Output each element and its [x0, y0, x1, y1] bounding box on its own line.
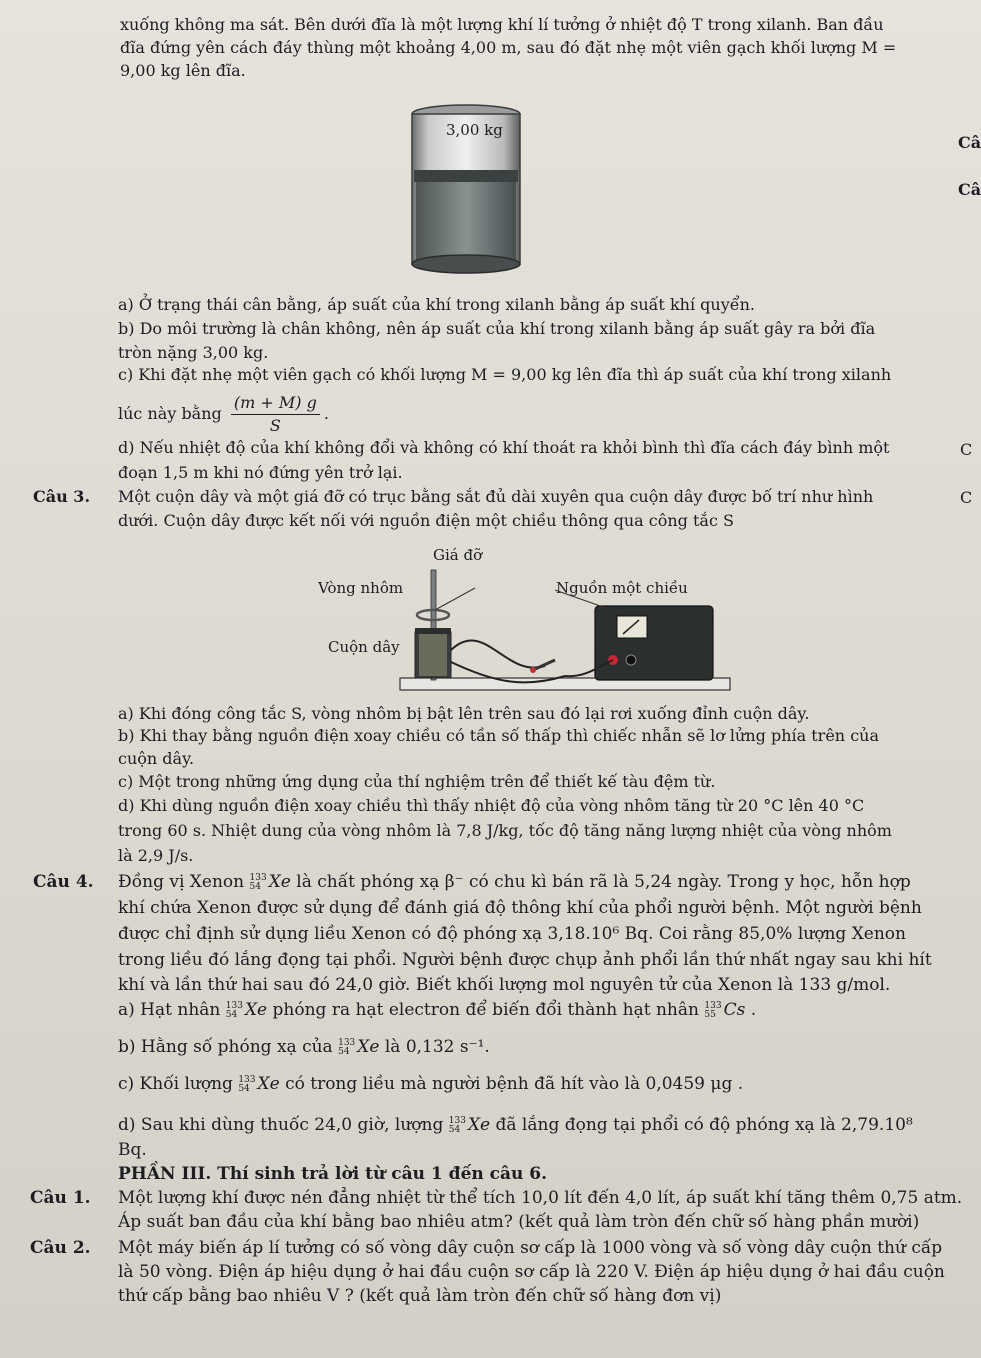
intro-line-2: đĩa đứng yên cách đáy thùng một khoảng 4,00 m, sau đó đặt nhẹ một viên gạch khối lượng M = [120, 38, 897, 57]
q3-statement-b-line1: b) Khi thay bằng nguồn điện xoay chiều có tần số thấp thì chiếc nhẫn sẽ lơ lửng phía trên của [118, 726, 879, 745]
atomic-number: 54 [225, 1009, 238, 1020]
element-symbol: Xe [357, 1037, 380, 1057]
mass-number: 133 [249, 872, 267, 883]
element-symbol: Xe [467, 1115, 491, 1135]
part3-q2-label: Câu 2. [30, 1238, 91, 1258]
part3-q1-label: Câu 1. [30, 1188, 91, 1208]
q4-line3: được chỉ định sử dụng liều Xenon có độ phóng xạ 3,18.10⁶ Bq. Coi rằng 85,0% lượng Xenon [118, 924, 906, 944]
q4-l1-suffix: là chất phóng xạ β⁻ có chu kì bán rã là 5,24 ngày. Trong y học, hỗn hợp [296, 872, 911, 892]
cs-atomic-number: 55 [704, 1009, 716, 1020]
part3-q2-line3: thứ cấp bằng bao nhiêu V ? (kết quả làm tròn đến chữ số hàng đơn vị) [118, 1286, 722, 1306]
atomic-number: 54 [238, 1083, 250, 1094]
q4-line4: trong liều đó lắng đọng tại phổi. Người bệnh được chụp ảnh phổi lần thứ nhất ngay sau khi hít [118, 950, 932, 970]
side-label-2: Câ [958, 180, 981, 199]
q4-d-prefix: d) Sau khi dùng thuốc 24,0 giờ, lượng [118, 1115, 444, 1135]
q3-statement-d-line3: là 2,9 J/s. [118, 846, 194, 865]
cs-symbol: Cs [723, 1000, 746, 1020]
mass-number: 133 [338, 1037, 356, 1048]
formula-fraction [231, 392, 320, 437]
atomic-number: 54 [338, 1046, 350, 1057]
mass-number: 133 [238, 1074, 256, 1085]
q2-statement-d-line2: đoạn 1,5 m khi nó đứng yên trở lại. [118, 463, 403, 482]
fraction-numerator: (m + M) g [231, 392, 320, 415]
q3-statement-b-line2: cuộn dây. [118, 749, 195, 768]
fraction-denominator: S [269, 416, 281, 435]
q4-statement-a: a) Hạt nhân 133 54 Xe phóng ra hạt electron để biến đổi thành hạt nhân 133 55 Cs . [118, 1000, 757, 1020]
q4-line1 [118, 872, 911, 893]
q4-label: Câu 4. [33, 872, 94, 892]
mass-number: 133 [448, 1115, 466, 1126]
q2-statement-d-line1: d) Nếu nhiệt độ của khí không đổi và không có khí thoát ra khỏi bình thì đĩa cách đáy bình một [118, 438, 890, 457]
element-symbol: Xe [268, 872, 291, 892]
mass-number: 133 [225, 1000, 243, 1011]
q4-line2: khí chứa Xenon được sử dụng để đánh giá độ thông khí của phổi người bệnh. Một người bệnh [118, 898, 922, 918]
support-label: Giá đỡ [433, 546, 483, 564]
q4-a-prefix: a) Hạt nhân [118, 1000, 221, 1020]
q2-statement-b-line2: tròn nặng 3,00 kg. [118, 343, 269, 362]
atomic-number: 54 [249, 881, 261, 892]
q4-b-suffix: là 0,132 s⁻¹. [384, 1037, 490, 1057]
q3-statement-d-line1: d) Khi dùng nguồn điện xoay chiều thì thấy nhiệt độ của vòng nhôm tăng từ 20 °C lên 40 °C [118, 796, 865, 815]
q4-statement-c [118, 1074, 743, 1095]
q4-b-prefix: b) Hằng số phóng xạ của [118, 1037, 333, 1057]
q2-statement-a: a) Ở trạng thái cân bằng, áp suất của khí trong xilanh bằng áp suất khí quyển. [118, 295, 755, 314]
element-symbol: Xe [257, 1074, 280, 1094]
cs-mass-number: 133 [704, 1000, 722, 1011]
coil-label: Cuộn dây [328, 638, 400, 656]
q3-statement-d-line2: trong 60 s. Nhiệt dung của vòng nhôm là 7,8 J/kg, tốc độ tăng năng lượng nhiệt của vòng nhôm [118, 821, 892, 840]
q4-c-prefix: c) Khối lượng [118, 1074, 233, 1094]
q2-c-prefix: lúc này bằng [118, 404, 222, 423]
q4-c-suffix: có trong liều mà người bệnh đã hít vào là 0,0459 μg . [285, 1074, 744, 1094]
part3-heading: PHẦN III. Thí sinh trả lời từ câu 1 đến câu 6. [118, 1164, 548, 1184]
part3-q2-line1: Một máy biến áp lí tưởng có số vòng dây cuộn sơ cấp là 1000 vòng và số vòng dây cuộn thứ cấp [118, 1238, 943, 1258]
power-source-label: Nguồn một chiều [556, 579, 688, 597]
side-label-4: C [960, 488, 973, 507]
xe-isotope-notation [449, 1117, 466, 1135]
cs-isotope-notation [704, 1002, 721, 1020]
q3-statement-c: c) Một trong những ứng dụng của thí nghiệm trên để thiết kế tàu đệm từ. [118, 772, 716, 791]
side-label-1: Câ [958, 133, 981, 152]
part3-q2-line2: là 50 vòng. Điện áp hiệu dụng ở hai đầu cuộn sơ cấp là 220 V. Điện áp hiệu dụng ở hai đầu cuộn [118, 1262, 945, 1282]
q4-a-suffix: phóng ra hạt electron để biến đổi thành hạt nhân [272, 1000, 699, 1020]
q4-l1-prefix: Đồng vị Xenon [118, 872, 245, 892]
q3-statement-a: a) Khi đóng công tắc S, vòng nhôm bị bật lên trên sau đó lại rơi xuống đỉnh cuộn dây. [118, 704, 810, 723]
disc-mass-label: 3,00 kg [446, 121, 503, 139]
part3-q1-line2: Áp suất ban đầu của khí bằng bao nhiêu atm? (kết quả làm tròn đến chữ số hàng phần mười) [118, 1212, 920, 1232]
intro-line-1: xuống không ma sát. Bên dưới đĩa là một lượng khí lí tưởng ở nhiệt độ T trong xilanh. Ban đầu [120, 15, 884, 34]
q2-statement-c-line2: lúc này bằng $\frac{(m + M) g}{S}$ . [118, 393, 329, 435]
ring-label: Vòng nhôm [318, 579, 404, 597]
xe-isotope-notation [226, 1002, 243, 1020]
side-label-3: C [960, 440, 973, 459]
element-symbol: Xe [244, 1000, 268, 1020]
part3-q1-line1: Một lượng khí được nén đẳng nhiệt từ thể tích 10,0 lít đến 4,0 lít, áp suất khí tăng thêm 0,75 atm. [118, 1188, 963, 1208]
intro-line-3: 9,00 kg lên đĩa. [120, 61, 246, 80]
q4-statement-d-line2: Bq. [118, 1140, 147, 1160]
q4-statement-d [118, 1115, 913, 1136]
q4-line5: khí và lần thứ hai sau đó 24,0 giờ. Biết khối lượng mol nguyên tử của Xenon là 133 g/mol. [118, 975, 891, 995]
q4-statement-b [118, 1037, 490, 1058]
q3-line2: dưới. Cuộn dây được kết nối với nguồn điện một chiều thông qua công tắc S [118, 511, 734, 530]
q3-label: Câu 3. [33, 487, 91, 506]
xe-isotope-notation [238, 1076, 255, 1094]
xe-isotope-notation [338, 1039, 355, 1057]
q3-line1: Một cuộn dây và một giá đỡ có trục bằng sắt đủ dài xuyên qua cuộn dây được bố trí như hình [118, 487, 874, 506]
q2-statement-c-line1: c) Khi đặt nhẹ một viên gạch có khối lượng M = 9,00 kg lên đĩa thì áp suất của khí trong xilanh [118, 365, 892, 384]
q4-d-suffix: đã lắng đọng tại phổi có độ phóng xạ là 2,79.10⁸ [495, 1115, 913, 1135]
atomic-number: 54 [448, 1124, 461, 1135]
xe-isotope-notation [250, 874, 267, 892]
q2-statement-b-line1: b) Do môi trường là chân không, nên áp suất của khí trong xilanh bằng áp suất gây ra bởi đĩa [118, 319, 876, 338]
